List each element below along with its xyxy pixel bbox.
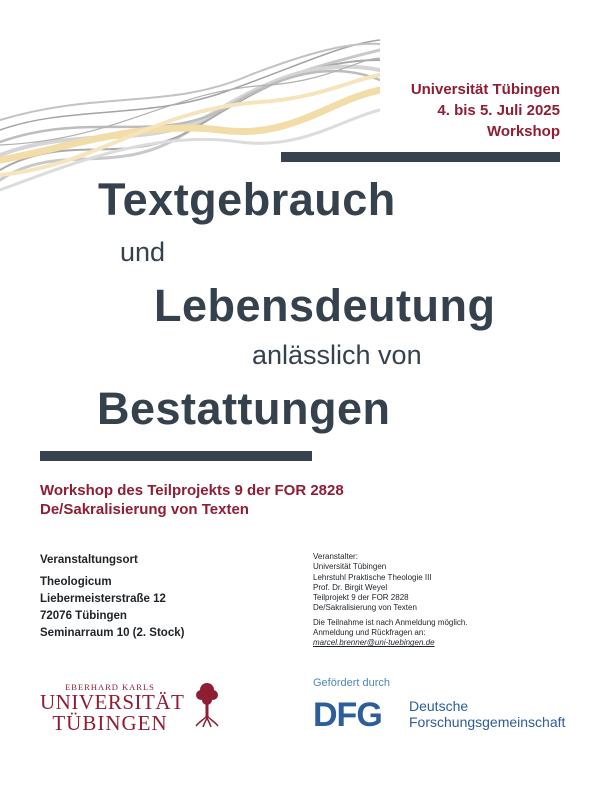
registration-note: Die Teilnahme ist nach Anmeldung möglich. bbox=[313, 617, 468, 627]
university-logo bbox=[40, 682, 185, 735]
venue-block bbox=[40, 552, 184, 642]
dfg-name-line-2: Forschungsgemeinschaft bbox=[409, 714, 566, 730]
title-line-5: Bestattungen bbox=[97, 383, 391, 434]
organizer-line: De/Sakralisierung von Texten bbox=[313, 603, 417, 613]
venue-line: Theologicum bbox=[40, 576, 112, 588]
organizer-line: Universität Tübingen bbox=[313, 562, 387, 572]
venue-line: 72076 Tübingen bbox=[40, 610, 127, 622]
venue-heading: Veranstaltungsort bbox=[40, 554, 138, 566]
bottom-divider-bar bbox=[40, 451, 312, 461]
title-line-3: Lebensdeutung bbox=[154, 280, 496, 331]
title-line-2: und bbox=[120, 237, 166, 267]
organizer-block bbox=[313, 552, 468, 649]
dfg-name bbox=[409, 698, 565, 730]
uni-logo-line-3: TÜBINGEN bbox=[52, 711, 168, 735]
top-divider-bar bbox=[281, 152, 560, 162]
event-date: 4. bis 5. Juli 2025 bbox=[437, 102, 560, 119]
dfg-name-line-1: Deutsche bbox=[409, 698, 469, 714]
workshop-subtitle bbox=[40, 481, 344, 519]
subtitle-line-1: Workshop des Teilprojekts 9 der FOR 2828 bbox=[40, 482, 344, 499]
title-line-1: Textgebrauch bbox=[98, 174, 396, 225]
event-header bbox=[411, 79, 560, 142]
event-type: Workshop bbox=[486, 123, 560, 140]
funded-by-label: Gefördert durch bbox=[313, 677, 391, 689]
venue-line: Liebermeisterstraße 12 bbox=[40, 593, 166, 605]
dfg-abbr: DFG bbox=[313, 697, 382, 731]
venue-line: Seminarraum 10 (2. Stock) bbox=[40, 627, 185, 639]
uni-logo-line-1: EBERHARD KARLS bbox=[65, 682, 155, 692]
university-name: Universität Tübingen bbox=[410, 81, 560, 98]
dfg-logo bbox=[313, 697, 405, 731]
organizer-line: Prof. Dr. Birgit Weyel bbox=[313, 582, 388, 592]
contact-note: Anmeldung und Rückfragen an: bbox=[313, 628, 426, 638]
organizer-line: Teilprojekt 9 der FOR 2828 bbox=[313, 593, 409, 603]
contact-email-link[interactable]: marcel.brenner@uni-tuebingen.de bbox=[313, 638, 435, 648]
palm-tree-emblem-icon bbox=[193, 682, 221, 728]
organizer-line: Veranstalter: bbox=[313, 552, 358, 561]
uni-logo-line-2: UNIVERSITÄT bbox=[40, 690, 185, 714]
subtitle-line-2: De/Sakralisierung von Texten bbox=[40, 501, 249, 518]
organizer-line: Lehrstuhl Praktische Theologie III bbox=[313, 572, 432, 582]
title-line-4: anlässlich von bbox=[252, 340, 422, 370]
